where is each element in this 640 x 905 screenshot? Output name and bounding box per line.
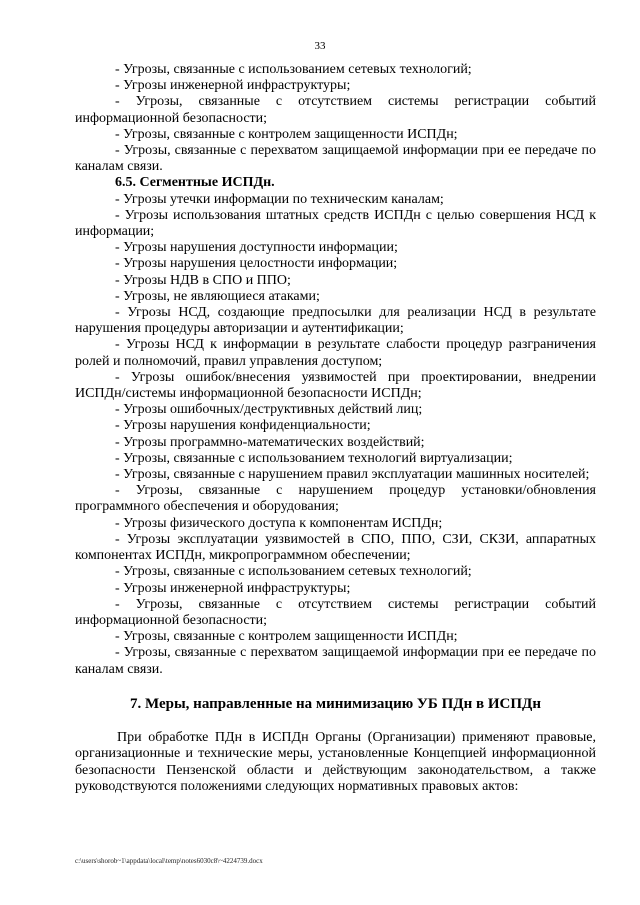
list-item: - Угрозы использования штатных средств ИСПДн с целью совершения НСД к информации;: [75, 207, 596, 240]
list-item: - Угрозы программно-математических воздействий;: [115, 434, 425, 450]
page-number: 33: [314, 40, 326, 52]
section-paragraph: При обработке ПДн в ИСПДн Органы (Организации) применяют правовые, организационные и технические меры, установленные Концепцией информационной безопасности Пензенской области и действующим законодательством, а также руководствуются положениями следующих нормативных правовых актов:: [75, 729, 596, 795]
list-item: - Угрозы, связанные с отсутствием системы регистрации событий информационной безопасности;: [75, 94, 596, 126]
subsection-heading: 6.5. Сегментные ИСПДн.: [115, 175, 275, 191]
list-item: - Угрозы, связанные с использованием технологий виртуализации;: [115, 450, 513, 466]
list-item: - Угрозы инженерной инфраструктуры;: [115, 78, 351, 94]
file-path-footer: c:\users\shorob~1\appdata\local\temp\notes6030c8\~4224739.docx: [75, 857, 263, 865]
list-item: - Угрозы инженерной инфраструктуры;: [115, 580, 351, 596]
list-item: - Угрозы, связанные с нарушением правил эксплуатации машинных носителей;: [115, 467, 590, 483]
list-item: - Угрозы, связанные с перехватом защищаемой информации при ее передаче по каналам связи.: [75, 645, 596, 677]
list-item: - Угрозы, связанные с перехватом защищаемой информации при ее передаче по каналам связи.: [75, 143, 596, 175]
list-item: - Угрозы, связанные с контролем защищенности ИСПДн;: [115, 629, 458, 645]
section-heading: 7. Меры, направленные на минимизацию УБ ПДн в ИСПДн: [130, 695, 541, 712]
list-item: - Угрозы НСД к информации в результате слабости процедур разграничения ролей и полномочий, правил управления доступом;: [75, 337, 596, 369]
list-item: - Угрозы утечки информации по техническим каналам;: [115, 191, 444, 207]
list-item: - Угрозы, не являющиеся атаками;: [115, 288, 320, 304]
list-item: - Угрозы НСД, создающие предпосылки для реализации НСД в результате нарушения процедуры авторизации и аутентификации;: [75, 305, 596, 337]
list-item: - Угрозы, связанные с использованием сетевых технологий;: [115, 564, 472, 580]
list-item: - Угрозы, связанные с контролем защищенности ИСПДн;: [115, 126, 458, 142]
list-item: - Угрозы эксплуатации уязвимостей в СПО, ППО, СЗИ, СКЗИ, аппаратных компонентах ИСПДн, микропрограммном обеспечении;: [75, 531, 596, 564]
list-item: - Угрозы физического доступа к компонентам ИСПДн;: [115, 515, 443, 531]
list-item: - Угрозы нарушения целостности информации;: [115, 256, 398, 272]
document-body: [75, 62, 596, 796]
list-item: - Угрозы нарушения доступности информации;: [115, 240, 398, 256]
list-item: - Угрозы нарушения конфиденциальности;: [115, 418, 371, 434]
list-item: - Угрозы НДВ в СПО и ППО;: [115, 272, 291, 288]
list-item: - Угрозы, связанные с отсутствием системы регистрации событий информационной безопасности;: [75, 596, 596, 628]
list-item: - Угрозы ошибочных/деструктивных действий лиц;: [115, 402, 423, 418]
list-item: - Угрозы ошибок/внесения уязвимостей при проектировании, внедрении ИСПДн/системы информационной безопасности ИСПДн;: [75, 369, 596, 402]
list-item: - Угрозы, связанные с нарушением процедур установки/обновления программного обеспечения и оборудования;: [75, 483, 596, 515]
list-item: - Угрозы, связанные с использованием сетевых технологий;: [115, 62, 472, 77]
